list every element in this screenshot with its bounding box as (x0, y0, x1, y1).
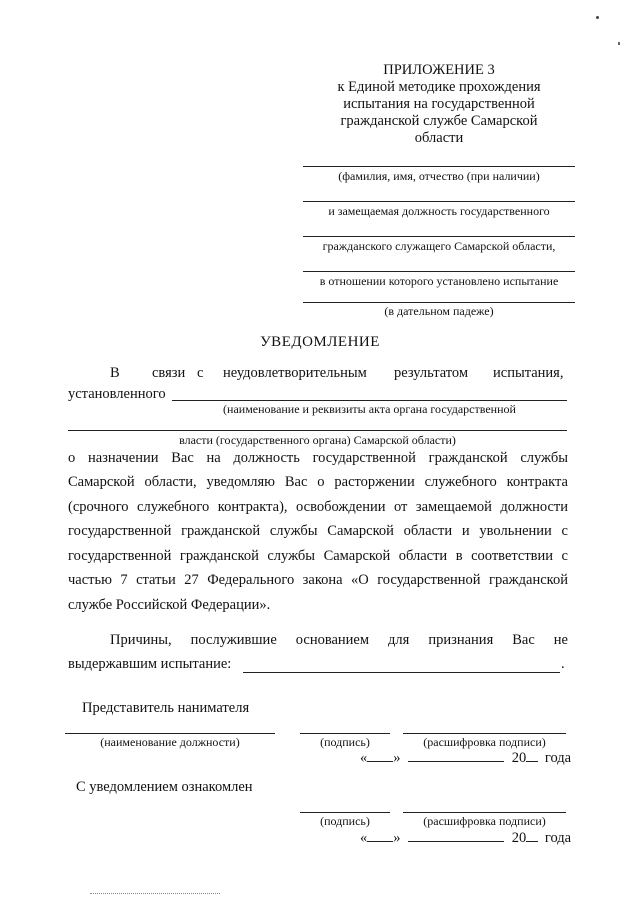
year-fill-line (526, 749, 538, 762)
addressee-fill-line (303, 201, 575, 202)
signature-caption: (подпись) (320, 735, 370, 749)
body-word: В (110, 365, 120, 381)
signature-fill-line (300, 733, 390, 734)
appendix-line: гражданской службе Самарской (340, 113, 538, 129)
date-quote-open: « (360, 750, 368, 766)
year-fill-line (526, 829, 538, 842)
body-word: испытания, (493, 365, 564, 381)
date-line (360, 749, 571, 767)
date-quote-open: « (360, 830, 368, 846)
date-quote-close: » (393, 750, 401, 766)
decode-fill-line (403, 812, 566, 813)
addressee-caption: (в дательном падеже) (384, 304, 494, 318)
addressee-fill-line (303, 271, 575, 272)
addressee-caption: (фамилия, имя, отчество (при наличии) (338, 169, 540, 183)
date-line (360, 829, 571, 847)
body-word: установленного (68, 386, 166, 402)
year-suffix: года (544, 750, 572, 766)
day-fill-line (367, 829, 393, 842)
scan-noise (90, 893, 220, 894)
position-fill-line (65, 733, 275, 734)
appendix-line: области (414, 130, 464, 146)
body-line: о назначении Вас на должность государственной гражданской службы (68, 450, 568, 466)
body-line: частью 7 статьи 27 Федерального закона «О государственной гражданской (68, 572, 568, 588)
body-word: неудовлетворительным (223, 365, 367, 381)
addressee-fill-line (303, 166, 575, 167)
reasons-fill-line (243, 672, 560, 673)
decode-caption: (расшифровка подписи) (423, 814, 546, 828)
appendix-line: к Единой методике прохождения (337, 79, 541, 95)
body-word: связи (152, 365, 186, 381)
act-caption: власти (государственного органа) Самарской области) (179, 433, 456, 447)
year-prefix: 20 (511, 830, 527, 846)
month-fill-line (408, 749, 504, 762)
decode-caption: (расшифровка подписи) (423, 735, 546, 749)
act-caption: (наименование и реквизиты акта органа государственной (223, 402, 516, 416)
addressee-caption: и замещаемая должность государственного (328, 204, 550, 218)
body-line: службе Российской Федерации». (68, 597, 271, 613)
employer-label: Представитель нанимателя (82, 700, 250, 716)
body-line: государственной гражданской службы Самарской области в соответствии с (68, 548, 568, 564)
appendix-line: ПРИЛОЖЕНИЕ 3 (383, 62, 495, 78)
year-suffix: года (544, 830, 572, 846)
act-fill-line (68, 430, 567, 431)
year-prefix: 20 (511, 750, 527, 766)
body-word: результатом (394, 365, 469, 381)
document-title: УВЕДОМЛЕНИЕ (260, 334, 380, 350)
decode-fill-line (403, 733, 566, 734)
signature-fill-line (300, 812, 390, 813)
month-fill-line (408, 829, 504, 842)
reasons-label: выдержавшим испытание: (68, 656, 232, 672)
act-fill-line (172, 400, 567, 401)
scan-speck (596, 16, 599, 19)
day-fill-line (367, 749, 393, 762)
body-line: государственной гражданской службы Самарской области и увольнении с (68, 523, 568, 539)
reasons-line: Причины, послужившие основанием для признания Вас не (110, 632, 568, 648)
addressee-fill-line (303, 302, 575, 303)
body-line: (срочного служебного контракта), освобождении от замещаемой должности (68, 499, 568, 515)
date-quote-close: » (393, 830, 401, 846)
body-word: с (197, 365, 204, 381)
signature-caption: (подпись) (320, 814, 370, 828)
appendix-line: испытания на государственной (343, 96, 535, 112)
body-line: Самарской области, уведомляю Вас о расторжении служебного контракта (68, 474, 568, 490)
scan-speck (618, 42, 620, 45)
acquainted-label: С уведомлением ознакомлен (76, 779, 253, 795)
appendix-header (300, 62, 578, 147)
position-caption: (наименование должности) (100, 735, 240, 749)
addressee-caption: в отношении которого установлено испытание (319, 274, 559, 288)
addressee-fill-line (303, 236, 575, 237)
addressee-caption: гражданского служащего Самарской области, (322, 239, 556, 253)
reasons-period: . (561, 656, 565, 672)
